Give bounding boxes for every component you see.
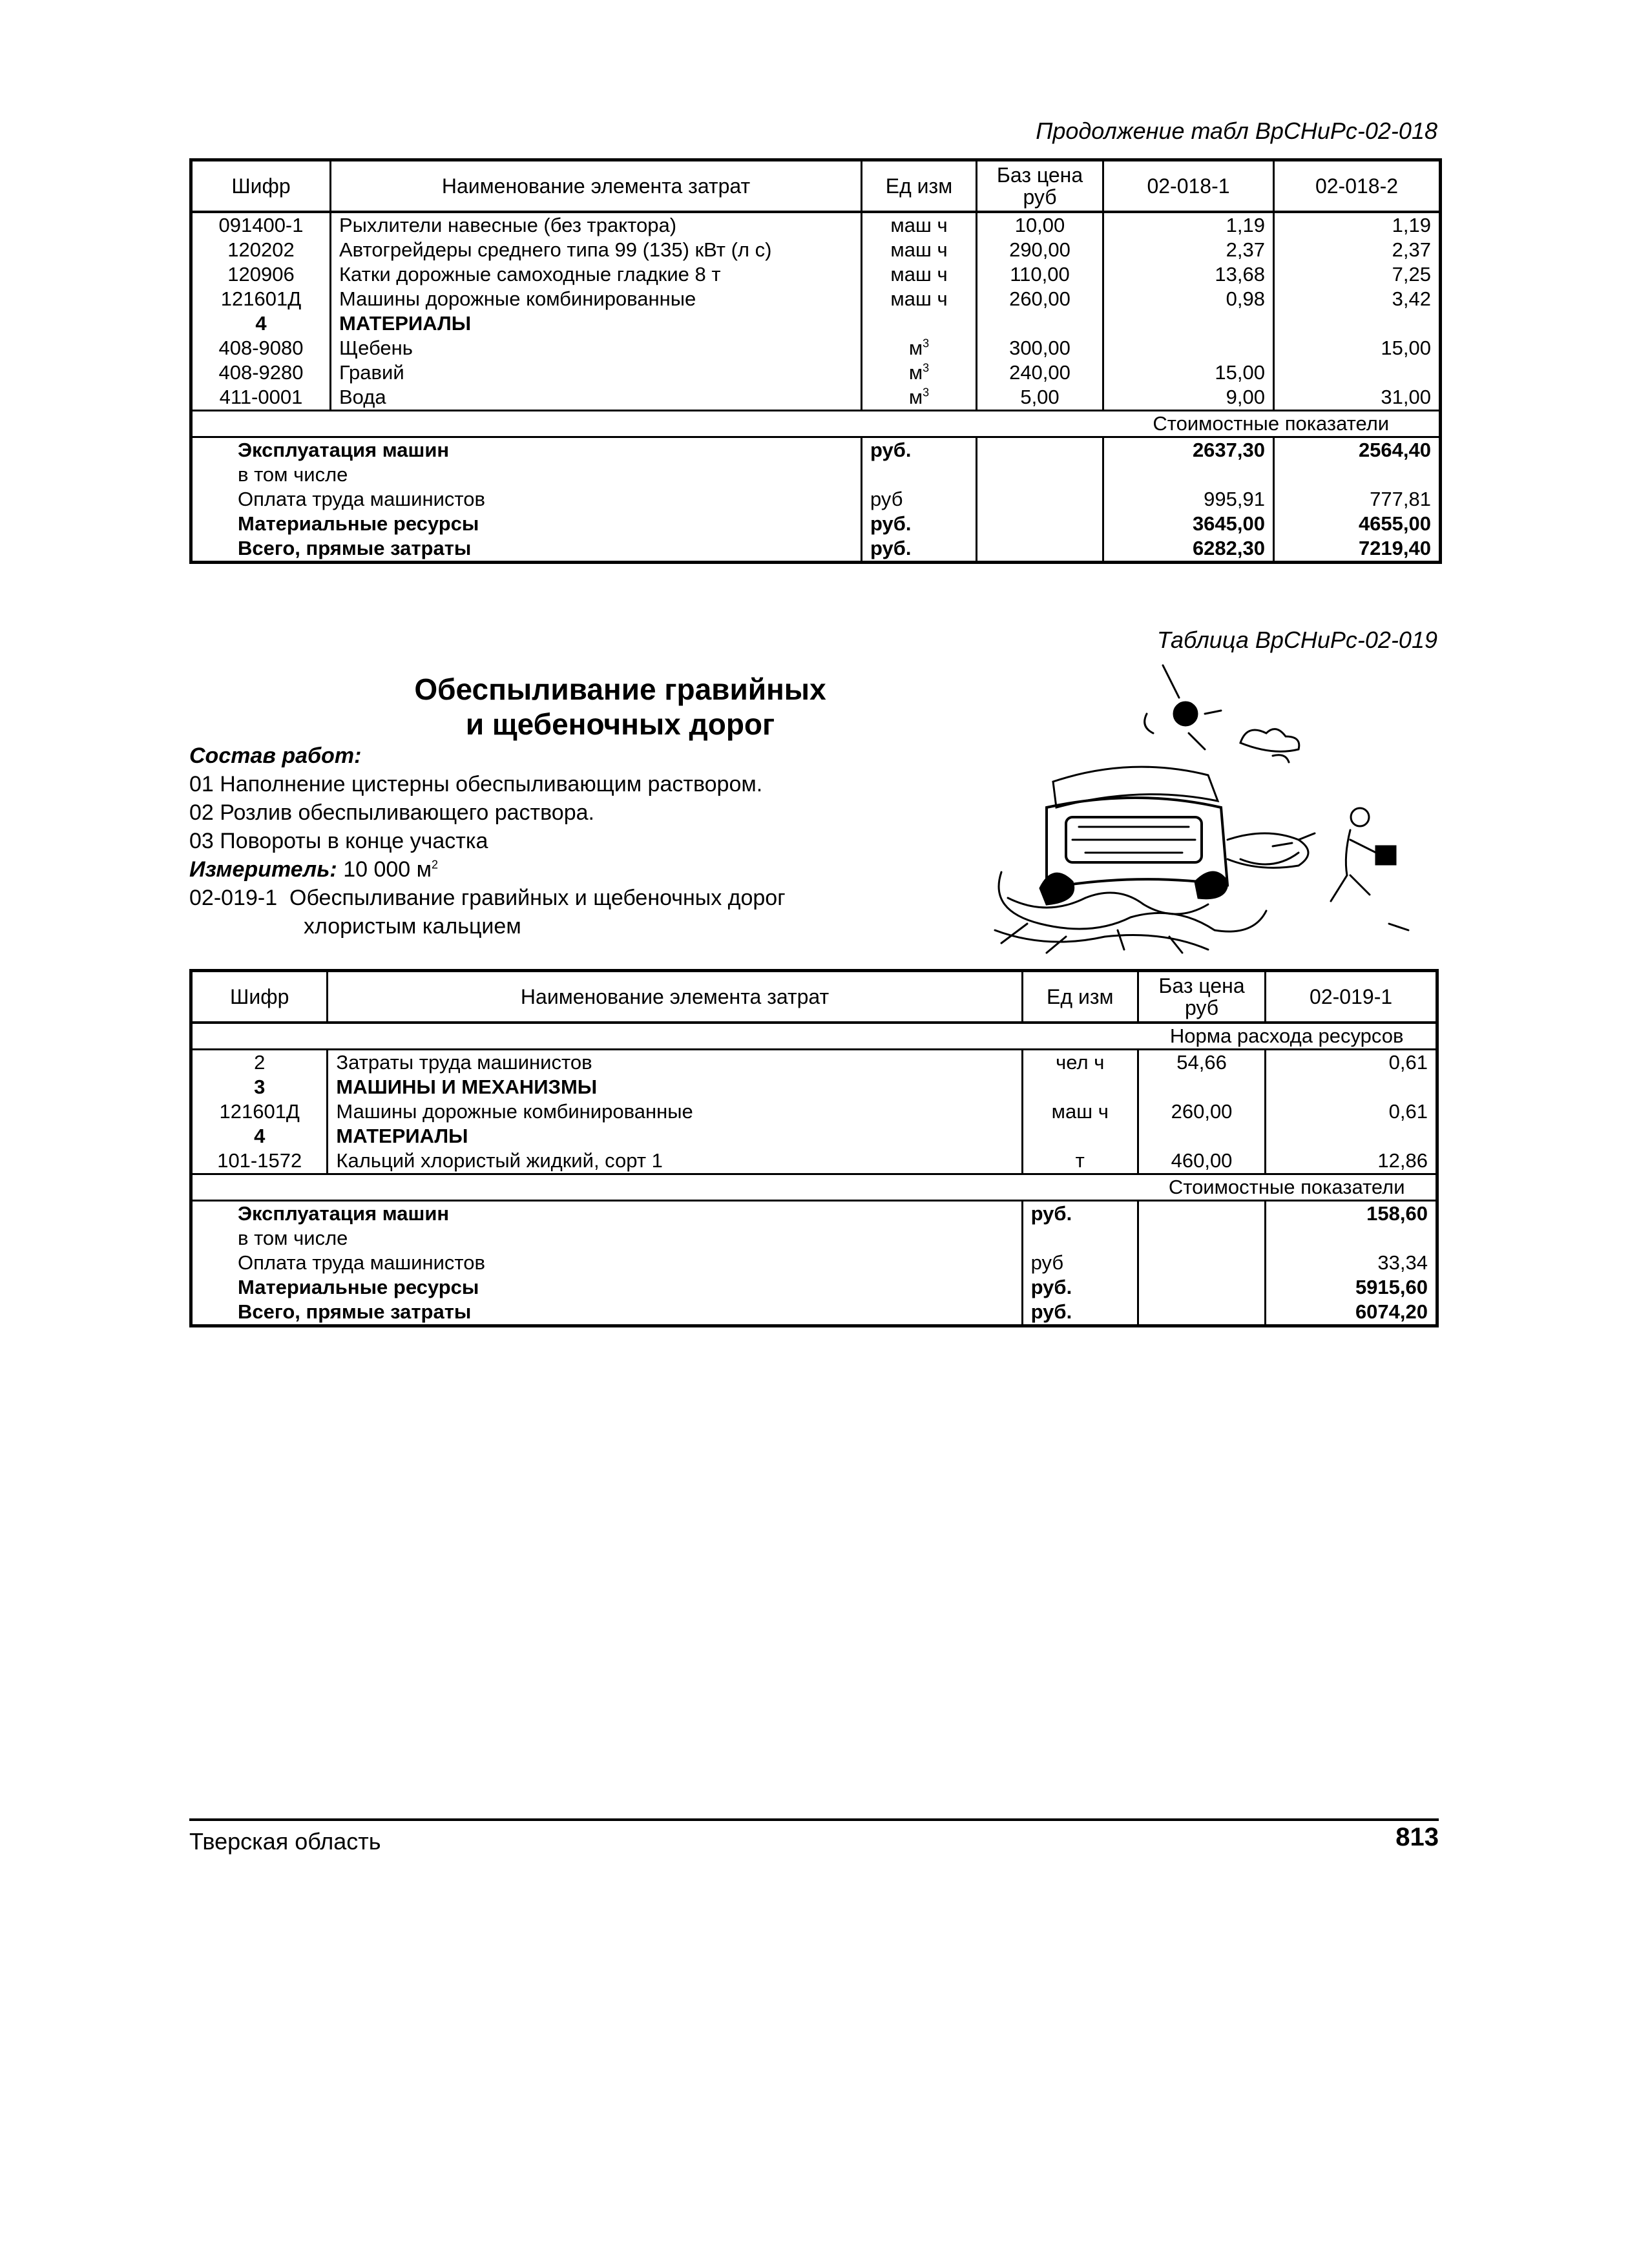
- header-code: Шифр: [191, 160, 331, 212]
- cell-value-1: 2,37: [1103, 238, 1274, 262]
- totals-label: Всего, прямые затраты: [191, 536, 862, 563]
- totals-label: Оплата труда машинистов: [191, 1251, 1023, 1275]
- totals-row: [191, 463, 1441, 487]
- cell-price: 110,00: [977, 262, 1103, 287]
- cell-unit: [862, 238, 977, 262]
- header-price-l2: руб: [1023, 185, 1057, 209]
- cell-code: 408-9280: [191, 360, 331, 385]
- table-row: [191, 385, 1441, 411]
- totals-row: [191, 1226, 1437, 1251]
- totals-row: [191, 1251, 1437, 1275]
- cell-value-2: 1,19: [1274, 212, 1441, 238]
- totals-value-1: 5915,60: [1266, 1275, 1437, 1300]
- totals-value-1: 995,91: [1103, 487, 1274, 512]
- page-number: 813: [1395, 1823, 1439, 1851]
- totals-price: [977, 512, 1103, 536]
- totals-row: [191, 512, 1441, 536]
- totals-price: [1138, 1251, 1265, 1275]
- cell-price: 10,00: [977, 212, 1103, 238]
- cell-name: МАШИНЫ И МЕХАНИЗМЫ: [328, 1075, 1022, 1099]
- table1-caption: Продолжение табл ВрСНиРс-02-018: [1036, 118, 1437, 144]
- cell-code: 101-1572: [191, 1149, 328, 1174]
- cell-name: МАТЕРИАЛЫ: [328, 1124, 1022, 1149]
- cell-price: 260,00: [1138, 1099, 1265, 1124]
- totals-row: [191, 437, 1441, 463]
- totals-label: Материальные ресурсы: [191, 512, 862, 536]
- cell-code: 4: [191, 1124, 328, 1149]
- totals-row: [191, 536, 1441, 563]
- table-row: [191, 287, 1441, 311]
- totals-label: Оплата труда машинистов: [191, 487, 862, 512]
- header-unit: Ед изм: [1022, 971, 1138, 1023]
- header-col1: 02-018-1: [1103, 160, 1274, 212]
- unit-text: маш ч: [890, 238, 948, 261]
- totals-unit: руб: [862, 487, 977, 512]
- header-price: [977, 160, 1103, 212]
- table-row: [191, 360, 1441, 385]
- cell-name: Машины дорожные комбинированные: [328, 1099, 1022, 1124]
- totals-price: [1138, 1226, 1265, 1251]
- totals-unit: руб: [1022, 1251, 1138, 1275]
- header-name: Наименование элемента затрат: [328, 971, 1022, 1023]
- totals-value-1: 6074,20: [1266, 1300, 1437, 1326]
- totals-unit: руб.: [1022, 1275, 1138, 1300]
- totals-label: Материальные ресурсы: [191, 1275, 1023, 1300]
- cell-value-1: 12,86: [1266, 1149, 1437, 1174]
- works-label: Состав работ:: [189, 744, 362, 768]
- band-cost-indicators: Стоимостные показатели: [1103, 410, 1441, 437]
- footer-region: Тверская область: [189, 1828, 381, 1855]
- cell-unit: [1022, 1075, 1138, 1099]
- header-price: [1138, 971, 1265, 1023]
- cell-price: 300,00: [977, 336, 1103, 360]
- totals-label: в том числе: [191, 463, 862, 487]
- header-price-l1: Баз цена: [1158, 973, 1245, 997]
- cell-unit: [862, 262, 977, 287]
- cell-unit: [862, 311, 977, 336]
- totals-value-1: 6282,30: [1103, 536, 1274, 563]
- unit-text: м: [908, 360, 923, 384]
- totals-row: [191, 1300, 1437, 1326]
- totals-value-2: 777,81: [1274, 487, 1441, 512]
- cell-value-2: 7,25: [1274, 262, 1441, 287]
- cell-value-2: [1274, 311, 1441, 336]
- unit-text: маш ч: [890, 287, 948, 310]
- work-item: 02 Розлив обеспыливающего раствора.: [189, 800, 594, 825]
- totals-price: [977, 437, 1103, 463]
- cell-unit: [862, 212, 977, 238]
- header-col2: 02-018-2: [1274, 160, 1441, 212]
- cell-name: Катки дорожные самоходные гладкие 8 т: [331, 262, 862, 287]
- totals-price: [977, 536, 1103, 563]
- cell-value-1: [1266, 1075, 1437, 1099]
- meter-value: 10 000 м: [343, 857, 432, 882]
- totals-value-1: 33,34: [1266, 1251, 1437, 1275]
- cell-price: 240,00: [977, 360, 1103, 385]
- cell-code: 120906: [191, 262, 331, 287]
- cell-code: 411-0001: [191, 385, 331, 411]
- cell-value-1: 1,19: [1103, 212, 1274, 238]
- totals-value-1: 3645,00: [1103, 512, 1274, 536]
- totals-unit: [1022, 1226, 1138, 1251]
- cell-price: 54,66: [1138, 1049, 1265, 1075]
- totals-value-1: 2637,30: [1103, 437, 1274, 463]
- cell-unit: [862, 336, 977, 360]
- cell-unit: [862, 360, 977, 385]
- meter-label: Измеритель:: [189, 857, 337, 882]
- cell-price: 5,00: [977, 385, 1103, 411]
- totals-value-1: 158,60: [1266, 1200, 1437, 1226]
- totals-label: Всего, прямые затраты: [191, 1300, 1023, 1326]
- table-row: [191, 1149, 1437, 1174]
- band-spacer: [191, 410, 1103, 437]
- cell-value-2: 15,00: [1274, 336, 1441, 360]
- unit-text: маш ч: [890, 262, 948, 286]
- cell-code: 121601Д: [191, 287, 331, 311]
- unit-sup: 3: [923, 386, 930, 399]
- table-row: [191, 1075, 1437, 1099]
- cell-name: МАТЕРИАЛЫ: [331, 311, 862, 336]
- road-dusting-machine-illustration: [988, 652, 1441, 956]
- cell-value-2: 3,42: [1274, 287, 1441, 311]
- unit-text: маш ч: [890, 213, 948, 236]
- cell-unit: [862, 287, 977, 311]
- cell-price: [1138, 1075, 1265, 1099]
- table-row: [191, 1124, 1437, 1149]
- cell-code: 2: [191, 1049, 328, 1075]
- table2-caption: Таблица ВрСНиРс-02-019: [1156, 627, 1437, 653]
- table-row: [191, 1049, 1437, 1075]
- cell-code: 120202: [191, 238, 331, 262]
- band-spacer: [191, 1023, 1138, 1050]
- cell-value-2: 2,37: [1274, 238, 1441, 262]
- unit-text: м: [908, 385, 923, 408]
- totals-unit: руб.: [862, 512, 977, 536]
- works-list: [189, 770, 762, 855]
- totals-value-2: 2564,40: [1274, 437, 1441, 463]
- table-row: [191, 238, 1441, 262]
- totals-unit: руб.: [1022, 1200, 1138, 1226]
- cell-name: Машины дорожные комбинированные: [331, 287, 862, 311]
- cell-code: 408-9080: [191, 336, 331, 360]
- footer-rule: [189, 1818, 1439, 1821]
- cell-name: Кальций хлористый жидкий, сорт 1: [328, 1149, 1022, 1174]
- totals-value-2: 4655,00: [1274, 512, 1441, 536]
- cell-value-1: 0,98: [1103, 287, 1274, 311]
- cell-value-1: 15,00: [1103, 360, 1274, 385]
- cell-code: 121601Д: [191, 1099, 328, 1124]
- totals-unit: руб.: [1022, 1300, 1138, 1326]
- table-row: [191, 1099, 1437, 1124]
- totals-value-1: [1103, 463, 1274, 487]
- cell-value-2: 31,00: [1274, 385, 1441, 411]
- cell-name: Гравий: [331, 360, 862, 385]
- unit-text: м: [908, 336, 923, 359]
- cell-unit: [862, 385, 977, 411]
- totals-unit: [862, 463, 977, 487]
- cell-code: 3: [191, 1075, 328, 1099]
- totals-label: Эксплуатация машин: [191, 1200, 1023, 1226]
- cell-price: [977, 311, 1103, 336]
- header-price-l1: Баз цена: [996, 163, 1083, 187]
- cell-value-1: [1266, 1124, 1437, 1149]
- table-row: [191, 336, 1441, 360]
- header-price-l2: руб: [1184, 995, 1219, 1019]
- totals-price: [1138, 1200, 1265, 1226]
- header-unit: Ед изм: [862, 160, 977, 212]
- cell-value-1: 0,61: [1266, 1049, 1437, 1075]
- cell-value-1: 13,68: [1103, 262, 1274, 287]
- cell-value-1: [1103, 311, 1274, 336]
- totals-label: в том числе: [191, 1226, 1023, 1251]
- header-name: Наименование элемента затрат: [331, 160, 862, 212]
- cell-name: Вода: [331, 385, 862, 411]
- unit-sup: 3: [923, 361, 930, 375]
- band-cost-indicators: Стоимостные показатели: [1138, 1174, 1437, 1200]
- header-code: Шифр: [191, 971, 328, 1023]
- item-text-l1: Обеспыливание гравийных и щебеночных дорог: [289, 886, 786, 910]
- cell-name: Щебень: [331, 336, 862, 360]
- table-02-018: [189, 158, 1442, 564]
- cell-value-2: [1274, 360, 1441, 385]
- meter-line: [189, 855, 438, 884]
- work-item: 01 Наполнение цистерны обеспыливающим раствором.: [189, 772, 763, 796]
- totals-price: [1138, 1300, 1265, 1326]
- band-spacer: [191, 1174, 1138, 1200]
- work-item: 03 Повороты в конце участка: [189, 829, 488, 853]
- table-row: [191, 212, 1441, 238]
- totals-row: [191, 487, 1441, 512]
- cell-unit: т: [1022, 1149, 1138, 1174]
- totals-price: [977, 487, 1103, 512]
- totals-unit: руб.: [862, 437, 977, 463]
- meter-sup: 2: [432, 858, 439, 871]
- unit-sup: 3: [923, 337, 930, 350]
- cell-name: Автогрейдеры среднего типа 99 (135) кВт (л с): [331, 238, 862, 262]
- totals-price: [1138, 1275, 1265, 1300]
- section-title-l2: и щебеночных дорог: [465, 707, 775, 741]
- cell-price: 290,00: [977, 238, 1103, 262]
- cell-price: [1138, 1124, 1265, 1149]
- table-02-019: [189, 969, 1439, 1327]
- header-col1: 02-019-1: [1266, 971, 1437, 1023]
- cell-code: 091400-1: [191, 212, 331, 238]
- table-row: [191, 311, 1441, 336]
- item-code: 02-019-1: [189, 886, 278, 910]
- item-line: [189, 884, 786, 912]
- band-resource-norm: Норма расхода ресурсов: [1138, 1023, 1437, 1050]
- totals-row: [191, 1200, 1437, 1226]
- cell-unit: [1022, 1124, 1138, 1149]
- cell-value-1: 9,00: [1103, 385, 1274, 411]
- cell-name: Затраты труда машинистов: [328, 1049, 1022, 1075]
- totals-unit: руб.: [862, 536, 977, 563]
- section-title: [362, 672, 879, 742]
- cell-unit: маш ч: [1022, 1099, 1138, 1124]
- section-title-l1: Обеспыливание гравийных: [414, 672, 826, 706]
- table-row: [191, 262, 1441, 287]
- cell-value-1: 0,61: [1266, 1099, 1437, 1124]
- totals-value-2: [1274, 463, 1441, 487]
- totals-price: [977, 463, 1103, 487]
- cell-value-1: [1103, 336, 1274, 360]
- cell-unit: чел ч: [1022, 1049, 1138, 1075]
- cell-price: 460,00: [1138, 1149, 1265, 1174]
- cell-name: Рыхлители навесные (без трактора): [331, 212, 862, 238]
- cell-code: 4: [191, 311, 331, 336]
- totals-value-2: 7219,40: [1274, 536, 1441, 563]
- cell-price: 260,00: [977, 287, 1103, 311]
- totals-label: Эксплуатация машин: [191, 437, 862, 463]
- item-text-l2: хлористым кальцием: [304, 914, 521, 939]
- totals-value-1: [1266, 1226, 1437, 1251]
- totals-row: [191, 1275, 1437, 1300]
